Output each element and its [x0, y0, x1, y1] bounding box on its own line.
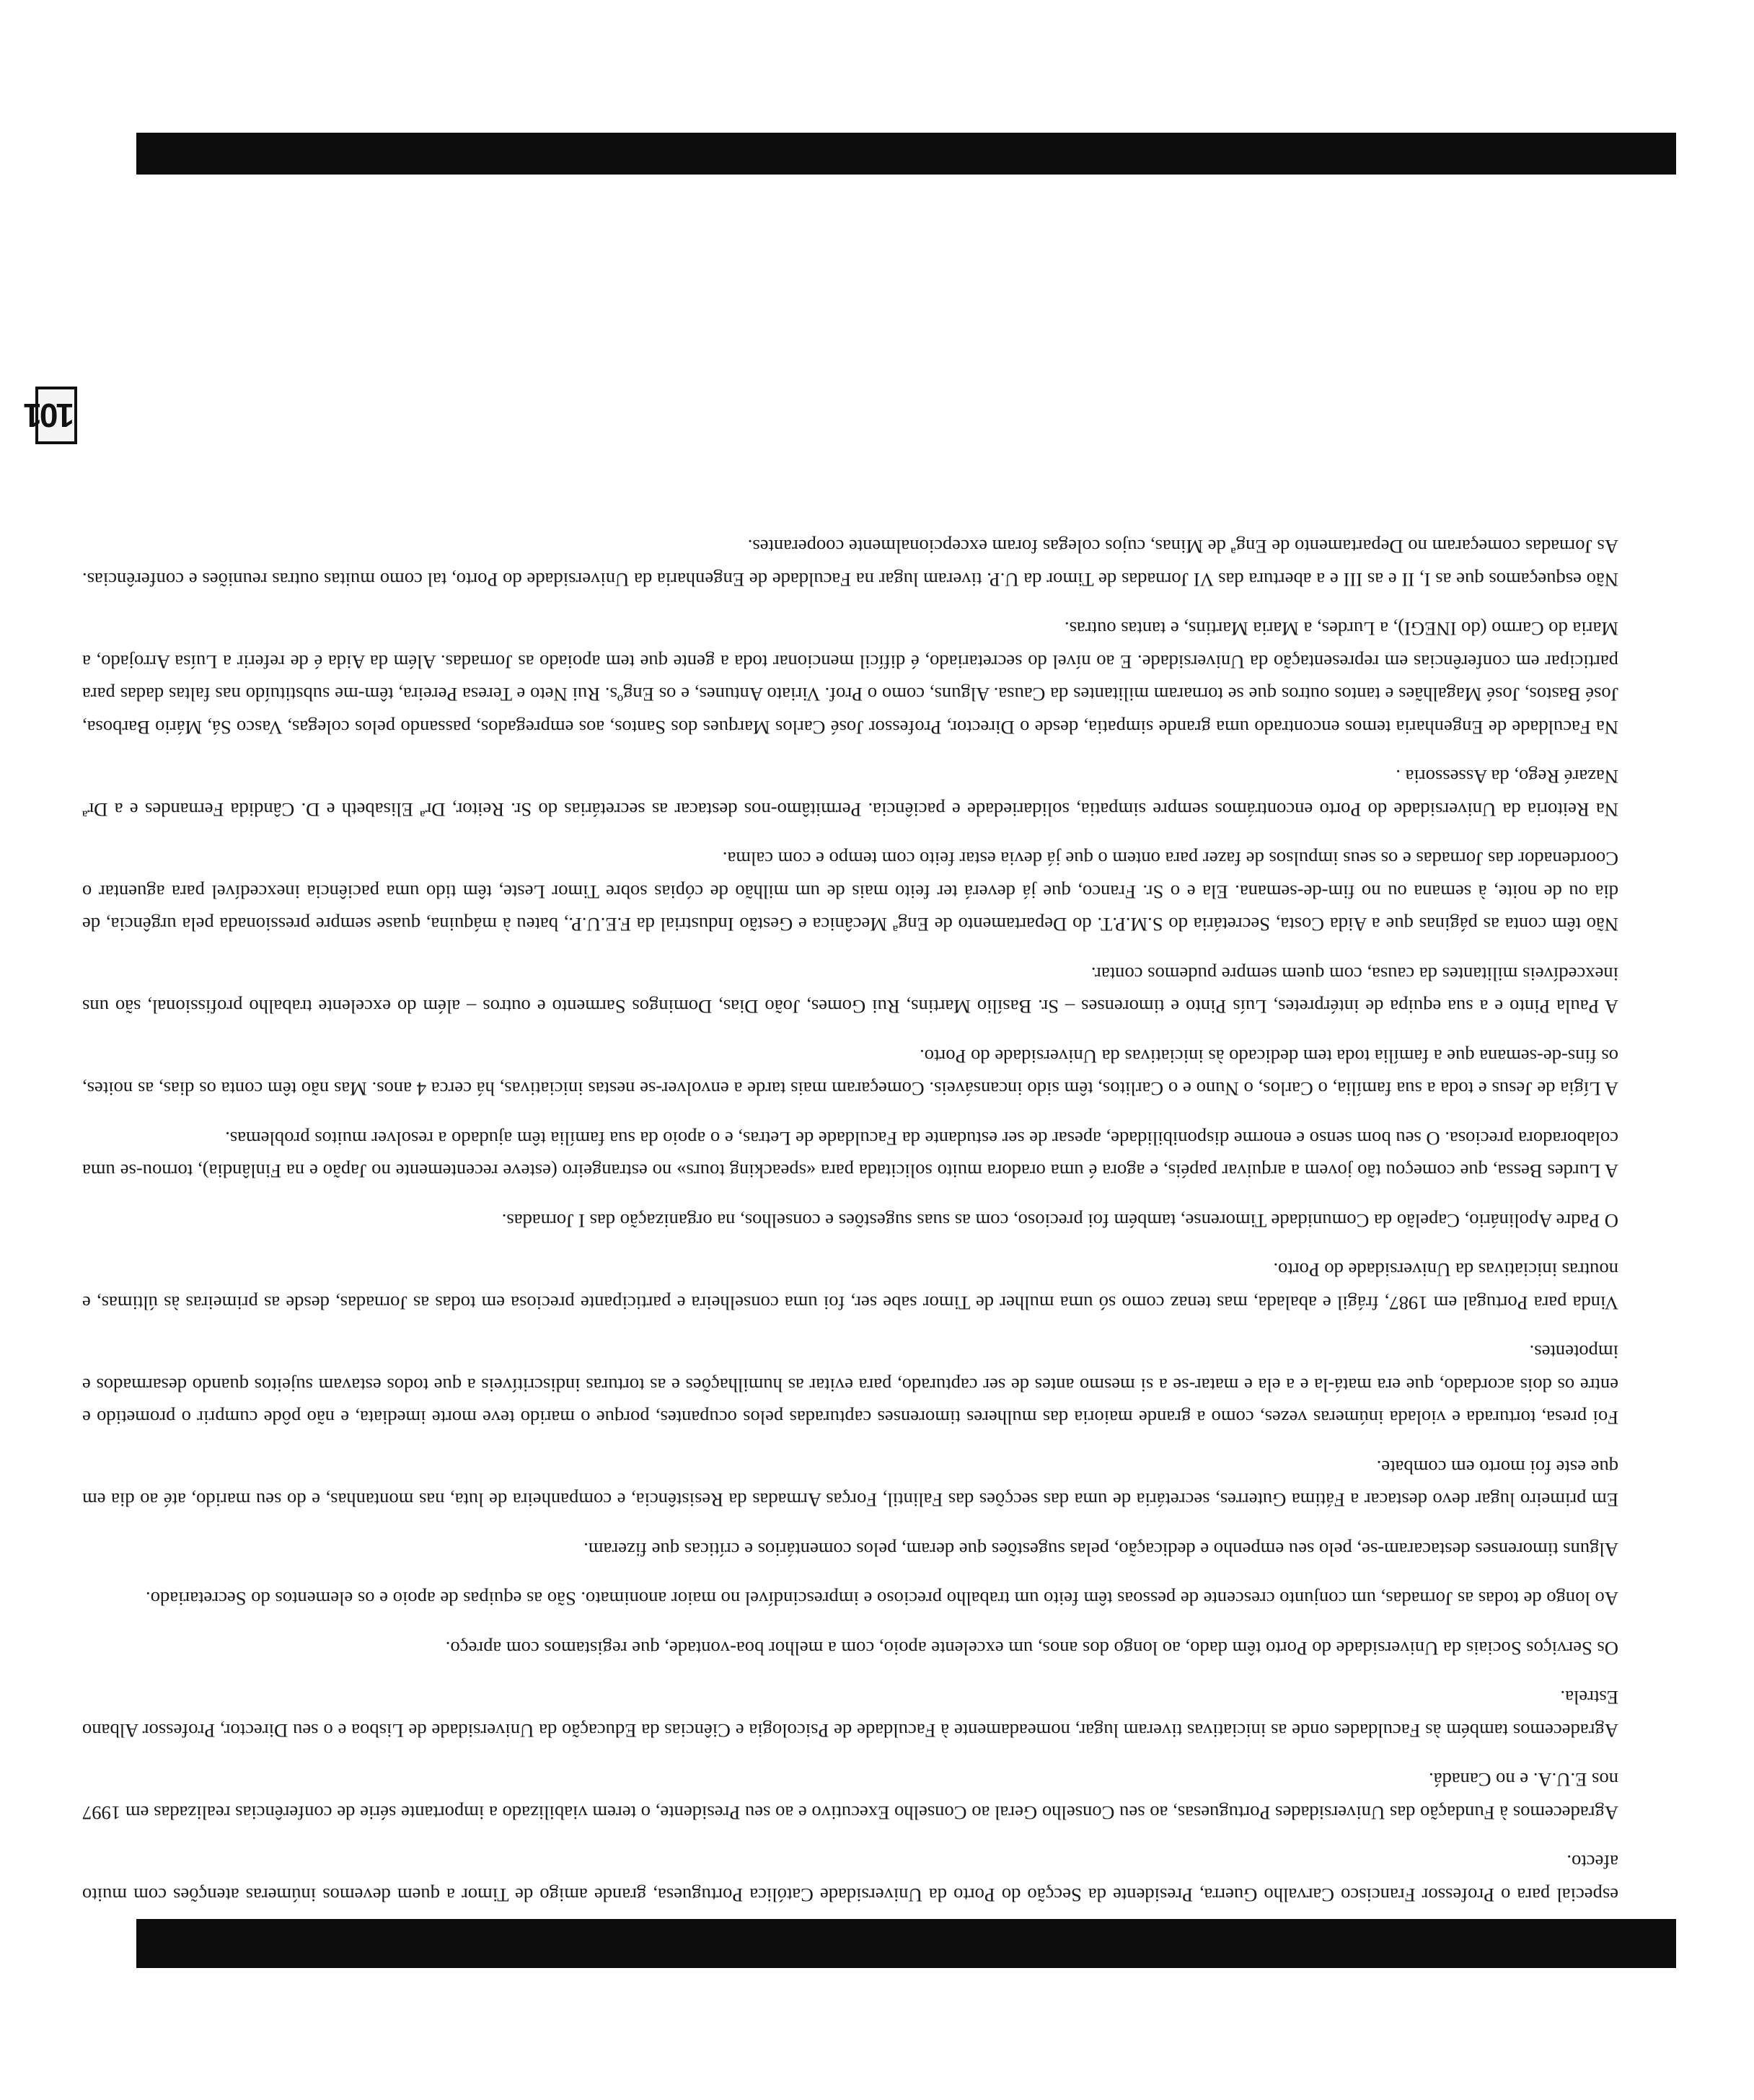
- paragraph: Não têm conta as páginas que a Aida Costa, Secretária do S.M.P.T. do Departamento de Engª Mecânica e Gestão Industrial da F.E.U.P., bateu à máquina, quase sempre pressionada pela urgência, de dia ou de noite, à semana ou no fim-de-semana. Ela e o Sr. Franco, que já deverá ter feito mais de um milhão de cópias sobre Timor Leste, têm tido uma paciência inexcedível para aguentar o Coordenador das Jornadas e os seus impulsos de fazer para ontem o que já devia estar feito com tempo e com calma.: [82, 848, 1618, 936]
- paragraph: A Lurdes Bessa, que começou tão jovem a arquivar papéis, e agora é uma oradora muito solicitada para «speacking tours» no estrangeiro (esteve recentemente no Japão e na Finlândia), tornou-se uma colaboradora preciosa. O seu bom senso e enorme disponibilidade, apesar de ser estudante da Faculdade de Letras, e o apoio da sua família têm ajudado a resolver muitos problemas.: [82, 1128, 1618, 1183]
- paragraph: Na Faculdade de Engenharia temos encontrado uma grande simpatia, desde o Director, Professor José Carlos Marques dos Santos, aos empregados, passando pelos colegas, Vasco Sá, Mário Barbosa, José Bastos, José Magalhães e tantos outros que se tornaram militantes da Causa. Alguns, como o Prof. Viriato Antunes, e os Engºs. Rui Neto e Teresa Pereira, têm-me substituído nas faltas dadas para participar em conferências em representação da Universidade. E ao nível do secretariado, é difícil mencionar toda a gente que tem apoiado as Jornadas. Além da Aida é de referir a Luísa Arrojado, a Maria do Carmo (do INEGI), a Lurdes, a Maria Martins, e tantas outras.: [82, 618, 1618, 738]
- footer-bar: [136, 133, 1676, 175]
- page-number: 101: [35, 387, 77, 444]
- paragraph: Agradecemos também às Faculdades onde as iniciativas tiveram lugar, nomeadamente à Faculdade de Psicologia e Ciências da Educação da Universidade de Lisboa e o seu Director, Professor Albano Estrela.: [82, 1687, 1618, 1742]
- paragraph: Na Reitoria da Universidade do Porto encontrámos sempre simpatia, solidariedade e paciência. Permitâmo-nos destacar as secretárias do Sr. Reitor, Drª Elisabeth e D. Cândida Fernandes e a Drª Nazaré Rego, da Assessoria .: [82, 766, 1618, 821]
- paragraph: Vinda para Portugal em 1987, frágil e abalada, mas tenaz como só uma mulher de Timor sabe ser, foi uma conselheira e participante preciosa em todas as Jornadas, desde as primeiras às últimas, e noutras iniciativas da Universidade do Porto.: [82, 1259, 1618, 1314]
- paragraph: Em primeiro lugar devo destacar a Fátima Guterres, secretária de uma das secções das Falintil, Forças Armadas da Resistência, e companheira de luta, nas montanhas, e do seu marido, até ao dia em que este foi morto em combate.: [82, 1457, 1618, 1512]
- paragraph: Ao longo de todas as Jornadas, um conjunto crescente de pessoas têm feito um trabalho precioso e imprescindível no maior anonimato. São as equipas de apoio e os elementos do Secretariado.: [146, 1588, 1618, 1610]
- paragraph: especial para o Professor Francisco Carvalho Guerra, Presidente da Secção do Porto da Universidade Católica Portuguesa, grande amigo de Timor a quem devemos inúmeras atenções com muito afecto.: [82, 1851, 1618, 1906]
- paragraph: Não esqueçamos que as I, II e as III e a abertura das VI Jornadas de Timor da U.P. tiveram lugar na Faculdade de Engenharia da Universidade do Porto, tal como muitas outras reuniões e conferências. As Jornadas começaram no Departamento de Engª de Minas, cujos colegas foram excepcionalmente cooperantes.: [82, 536, 1618, 591]
- body-text: [82, 513, 1618, 1911]
- paragraph: A Paula Pinto e a sua equipa de intérpretes, Luís Pinto e timorenses – Sr. Basílio Martins, Rui Gomes, João Dias, Domingos Sarmento e outros – além do excelente trabalho profissional, são uns inexcedíveis militantes da causa, com quem sempre pudemos contar.: [82, 963, 1618, 1018]
- paragraph: Os Serviços Sociais da Universidade do Porto têm dado, ao longo dos anos, um excelente apoio, com a melhor boa-vontade, que registamos com apreço.: [445, 1638, 1618, 1659]
- paragraph: Agradecemos à Fundação das Universidades Portuguesas, ao seu Conselho Geral ao Conselho Executivo e ao seu Presidente, o terem viabilizado a importante série de conferências realizadas em 1997 nos E.U.A. e no Canadá.: [82, 1769, 1618, 1824]
- header-bar: [136, 1919, 1676, 1968]
- paragraph: Foi presa, torturada e violada inúmeras vezes, como a grande maioria das mulheres timorenses capturadas pelos ocupantes, porque o marido teve morte imediata, e não pôde cumprir o prometido e entre os dois acordado, que era matá-la e a ela e matar-se a si mesmo antes de ser capturado, para evitar as humilhações e as torturas indiscritíveis a que todos estavam sujeitos quando desarmados e impotentes.: [82, 1341, 1618, 1429]
- paragraph: A Lígia de Jesus e toda a sua família, o Carlos, o Nuno e o Carlitos, têm sido incansáveis. Começaram mais tarde a envolver-se nestas iniciativas, há cerca 4 anos. Mas não têm conta os dias, as noites, os fins-de-semana que a família toda tem dedicado às iniciativas da Universidade do Porto.: [82, 1046, 1618, 1100]
- paragraph: O Padre Apolinário, Capelão da Comunidade Timorense, também foi precioso, com as suas sugestões e conselhos, na organização das I Jornadas.: [501, 1210, 1618, 1232]
- paragraph: Alguns timorenses destacaram-se, pelo seu empenho e dedicação, pelas sugestões que deram, pelos comentários e críticas que fizeram.: [583, 1539, 1618, 1561]
